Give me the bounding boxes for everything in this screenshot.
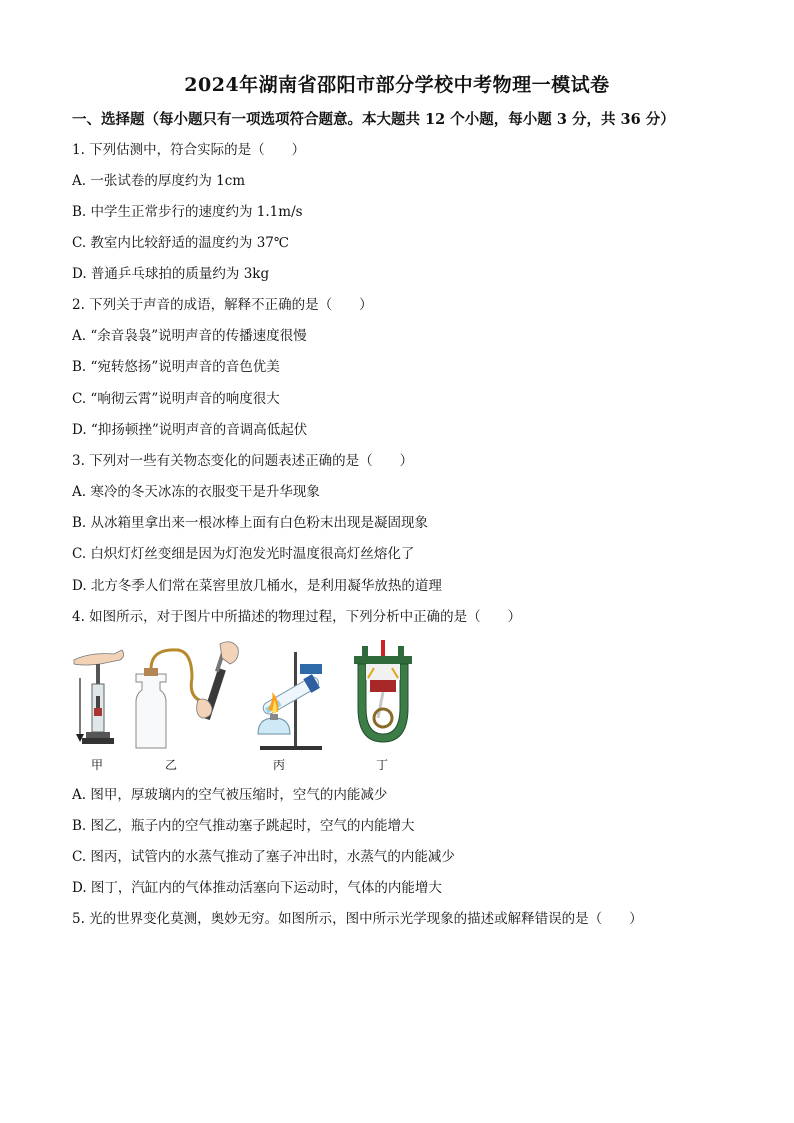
question-1-option-b: B. 中学生正常步行的速度约为 1.1m/s <box>72 204 303 220</box>
question-1-option-a: A. 一张试卷的厚度约为 1cm <box>72 173 246 189</box>
page-title: 2024年湖南省邵阳市部分学校中考物理一模试卷 <box>184 74 610 96</box>
question-1-stem: 1. 下列估测中，符合实际的是（ ） <box>72 142 306 158</box>
question-2-option-a: A. “余音袅袅”说明声音的传播速度很慢 <box>72 328 307 344</box>
figure-ding-engine-cylinder <box>348 638 418 756</box>
question-3-stem: 3. 下列对一些有关物态变化的问题表述正确的是（ ） <box>72 453 414 469</box>
question-4-option-a: A. 图甲，厚玻璃内的空气被压缩时，空气的内能减少 <box>72 787 388 803</box>
question-4-option-b: B. 图乙，瓶子内的空气推动塞子跳起时，空气的内能增大 <box>72 818 415 834</box>
question-2-option-c: C. “响彻云霄”说明声音的响度很大 <box>72 391 280 407</box>
figure-label-bing: 丙 <box>272 758 285 772</box>
question-2-option-d: D. “抑扬顿挫”说明声音的音调高低起伏 <box>72 422 308 438</box>
question-1-option-c: C. 教室内比较舒适的温度约为 37℃ <box>72 235 290 251</box>
question-4-option-c: C. 图丙，试管内的水蒸气推动了塞子冲出时，水蒸气的内能减少 <box>72 849 455 865</box>
question-4-option-d: D. 图丁，汽缸内的气体推动活塞向下运动时，气体的内能增大 <box>72 880 442 896</box>
question-3-option-c: C. 白炽灯灯丝变细是因为灯泡发光时温度很高灯丝熔化了 <box>72 546 415 562</box>
question-3-option-b: B. 从冰箱里拿出来一根冰棒上面有白色粉末出现是凝固现象 <box>72 515 429 531</box>
question-2-stem: 2. 下列关于声音的成语，解释不正确的是（ ） <box>72 297 373 313</box>
question-4-stem: 4. 如图所示，对于图片中所描述的物理过程，下列分析中正确的是（ ） <box>72 609 522 625</box>
figure-yi-bottle-pump <box>132 638 242 756</box>
figure-label-yi: 乙 <box>164 758 177 772</box>
question-2-option-b: B. “宛转悠扬”说明声音的音色优美 <box>72 359 280 375</box>
figure-label-ding: 丁 <box>375 758 388 772</box>
question-5-stem: 5. 光的世界变化莫测，奥妙无穷。如图所示，图中所示光学现象的描述或解释错误的是（ ） <box>72 911 643 927</box>
question-1-option-d: D. 普通乒乓球拍的质量约为 3kg <box>72 266 270 282</box>
question-4-figures <box>70 638 430 773</box>
section-heading: 一、选择题（每小题只有一项选项符合题意。本大题共 12 个小题，每小题 3 分，共 36 分） <box>72 111 675 128</box>
question-3-option-d: D. 北方冬季人们常在菜窖里放几桶水，是利用凝华放热的道理 <box>72 578 442 594</box>
question-3-option-a: A. 寒冷的冬天冰冻的衣服变干是升华现象 <box>72 484 320 500</box>
figure-bing-test-tube-heating <box>250 638 340 756</box>
figure-jia-air-compression <box>70 638 130 756</box>
figure-label-jia: 甲 <box>90 758 103 772</box>
